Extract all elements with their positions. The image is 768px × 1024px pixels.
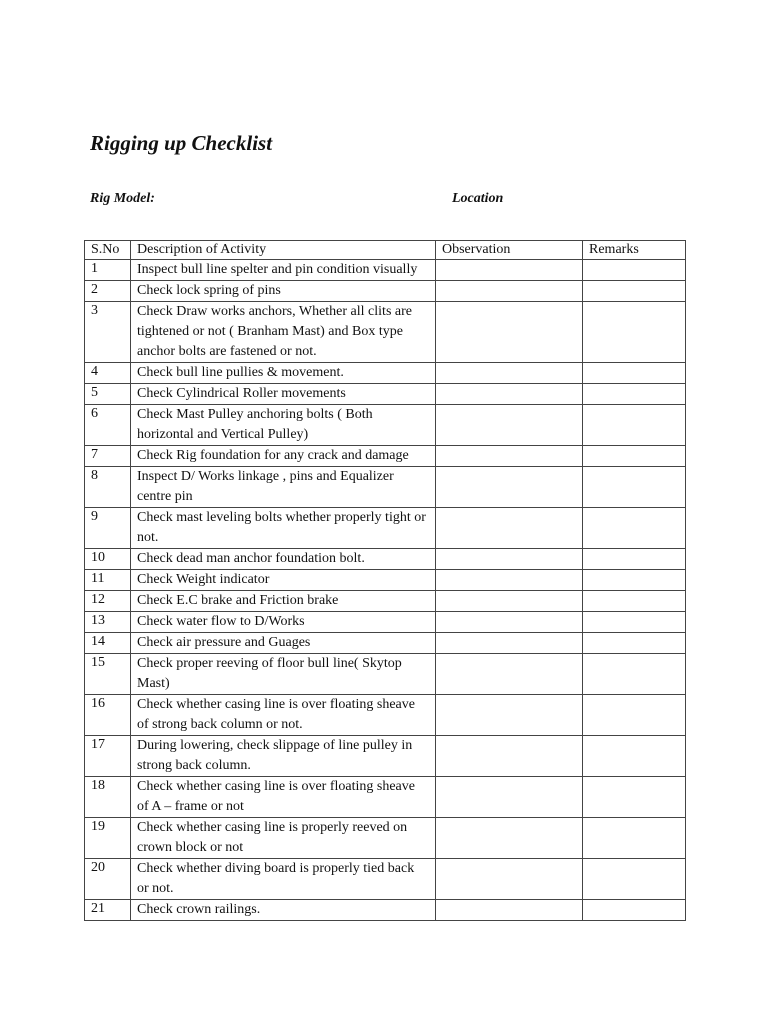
- observation-cell[interactable]: [436, 818, 583, 859]
- table-row: [85, 549, 686, 570]
- description-cell: Check whether casing line is properly reeved on crown block or not: [131, 818, 436, 859]
- observation-cell[interactable]: [436, 549, 583, 570]
- sno-cell: 8: [85, 467, 131, 508]
- observation-cell[interactable]: [436, 591, 583, 612]
- table-row: [85, 818, 686, 859]
- rig-model-label: Rig Model:: [90, 191, 155, 206]
- remarks-cell[interactable]: [583, 859, 686, 900]
- observation-cell[interactable]: [436, 777, 583, 818]
- sno-header: S.No: [85, 241, 131, 260]
- description-cell: Check E.C brake and Friction brake: [131, 591, 436, 612]
- remarks-cell[interactable]: [583, 654, 686, 695]
- remarks-cell[interactable]: [583, 549, 686, 570]
- table-row: [85, 302, 686, 363]
- sno-cell: 13: [85, 612, 131, 633]
- sno-cell: 20: [85, 859, 131, 900]
- sno-cell: 19: [85, 818, 131, 859]
- sno-cell: 11: [85, 570, 131, 591]
- observation-cell[interactable]: [436, 446, 583, 467]
- description-cell: Check proper reeving of floor bull line( Skytop Mast): [131, 654, 436, 695]
- observation-cell[interactable]: [436, 405, 583, 446]
- table-row: [85, 446, 686, 467]
- remarks-cell[interactable]: [583, 633, 686, 654]
- remarks-cell[interactable]: [583, 591, 686, 612]
- observation-cell[interactable]: [436, 363, 583, 384]
- location-label: Location: [452, 191, 504, 206]
- remarks-cell[interactable]: [583, 446, 686, 467]
- table-row: [85, 570, 686, 591]
- observation-cell[interactable]: [436, 260, 583, 281]
- remarks-cell[interactable]: [583, 384, 686, 405]
- sno-cell: 21: [85, 900, 131, 921]
- description-cell: Check Draw works anchors, Whether all clits are tightened or not ( Branham Mast) and Box type anchor bolts are fastened or not.: [131, 302, 436, 363]
- remarks-cell[interactable]: [583, 281, 686, 302]
- remarks-cell[interactable]: [583, 900, 686, 921]
- observation-header: Observation: [436, 241, 583, 260]
- observation-cell[interactable]: [436, 384, 583, 405]
- sno-cell: 3: [85, 302, 131, 363]
- checklist-body: [85, 260, 686, 921]
- sno-cell: 16: [85, 695, 131, 736]
- observation-cell[interactable]: [436, 633, 583, 654]
- observation-cell[interactable]: [436, 654, 583, 695]
- description-cell: Check whether casing line is over floating sheave of strong back column or not.: [131, 695, 436, 736]
- remarks-cell[interactable]: [583, 570, 686, 591]
- description-cell: Inspect D/ Works linkage , pins and Equalizer centre pin: [131, 467, 436, 508]
- sno-cell: 2: [85, 281, 131, 302]
- sno-cell: 14: [85, 633, 131, 654]
- remarks-header: Remarks: [583, 241, 686, 260]
- observation-cell[interactable]: [436, 736, 583, 777]
- observation-cell[interactable]: [436, 900, 583, 921]
- observation-cell[interactable]: [436, 508, 583, 549]
- table-row: [85, 591, 686, 612]
- remarks-cell[interactable]: [583, 612, 686, 633]
- remarks-cell[interactable]: [583, 405, 686, 446]
- remarks-cell[interactable]: [583, 363, 686, 384]
- remarks-cell[interactable]: [583, 777, 686, 818]
- table-row: [85, 467, 686, 508]
- remarks-cell[interactable]: [583, 260, 686, 281]
- table-row: [85, 612, 686, 633]
- observation-cell[interactable]: [436, 467, 583, 508]
- sno-cell: 9: [85, 508, 131, 549]
- observation-cell[interactable]: [436, 612, 583, 633]
- table-header-row: [85, 241, 686, 260]
- sno-cell: 15: [85, 654, 131, 695]
- sno-cell: 17: [85, 736, 131, 777]
- description-cell: During lowering, check slippage of line pulley in strong back column.: [131, 736, 436, 777]
- table-row: [85, 260, 686, 281]
- remarks-cell[interactable]: [583, 467, 686, 508]
- description-cell: Check Rig foundation for any crack and damage: [131, 446, 436, 467]
- table-row: [85, 654, 686, 695]
- page-title: Rigging up Checklist: [90, 131, 273, 155]
- remarks-cell[interactable]: [583, 736, 686, 777]
- sno-cell: 12: [85, 591, 131, 612]
- description-cell: Check Cylindrical Roller movements: [131, 384, 436, 405]
- description-cell: Inspect bull line spelter and pin condition visually: [131, 260, 436, 281]
- description-cell: Check lock spring of pins: [131, 281, 436, 302]
- sno-cell: 4: [85, 363, 131, 384]
- observation-cell[interactable]: [436, 302, 583, 363]
- description-cell: Check water flow to D/Works: [131, 612, 436, 633]
- remarks-cell[interactable]: [583, 508, 686, 549]
- table-row: [85, 384, 686, 405]
- table-row: [85, 405, 686, 446]
- description-cell: Check Mast Pulley anchoring bolts ( Both horizontal and Vertical Pulley): [131, 405, 436, 446]
- remarks-cell[interactable]: [583, 695, 686, 736]
- table-row: [85, 281, 686, 302]
- table-row: [85, 508, 686, 549]
- table-row: [85, 363, 686, 384]
- remarks-cell[interactable]: [583, 818, 686, 859]
- sno-cell: 7: [85, 446, 131, 467]
- table-row: [85, 695, 686, 736]
- description-header: Description of Activity: [131, 241, 436, 260]
- sno-cell: 6: [85, 405, 131, 446]
- sno-cell: 1: [85, 260, 131, 281]
- sno-cell: 10: [85, 549, 131, 570]
- table-row: [85, 900, 686, 921]
- observation-cell[interactable]: [436, 695, 583, 736]
- table-row: [85, 736, 686, 777]
- table-row: [85, 777, 686, 818]
- description-cell: Check crown railings.: [131, 900, 436, 921]
- observation-cell[interactable]: [436, 570, 583, 591]
- sno-cell: 5: [85, 384, 131, 405]
- description-cell: Check mast leveling bolts whether properly tight or not.: [131, 508, 436, 549]
- checklist-table: [84, 240, 686, 921]
- table-row: [85, 633, 686, 654]
- description-cell: Check bull line pullies & movement.: [131, 363, 436, 384]
- description-cell: Check Weight indicator: [131, 570, 436, 591]
- description-cell: Check dead man anchor foundation bolt.: [131, 549, 436, 570]
- remarks-cell[interactable]: [583, 302, 686, 363]
- table-row: [85, 859, 686, 900]
- description-cell: Check air pressure and Guages: [131, 633, 436, 654]
- observation-cell[interactable]: [436, 859, 583, 900]
- sno-cell: 18: [85, 777, 131, 818]
- observation-cell[interactable]: [436, 281, 583, 302]
- description-cell: Check whether casing line is over floating sheave of A – frame or not: [131, 777, 436, 818]
- description-cell: Check whether diving board is properly tied back or not.: [131, 859, 436, 900]
